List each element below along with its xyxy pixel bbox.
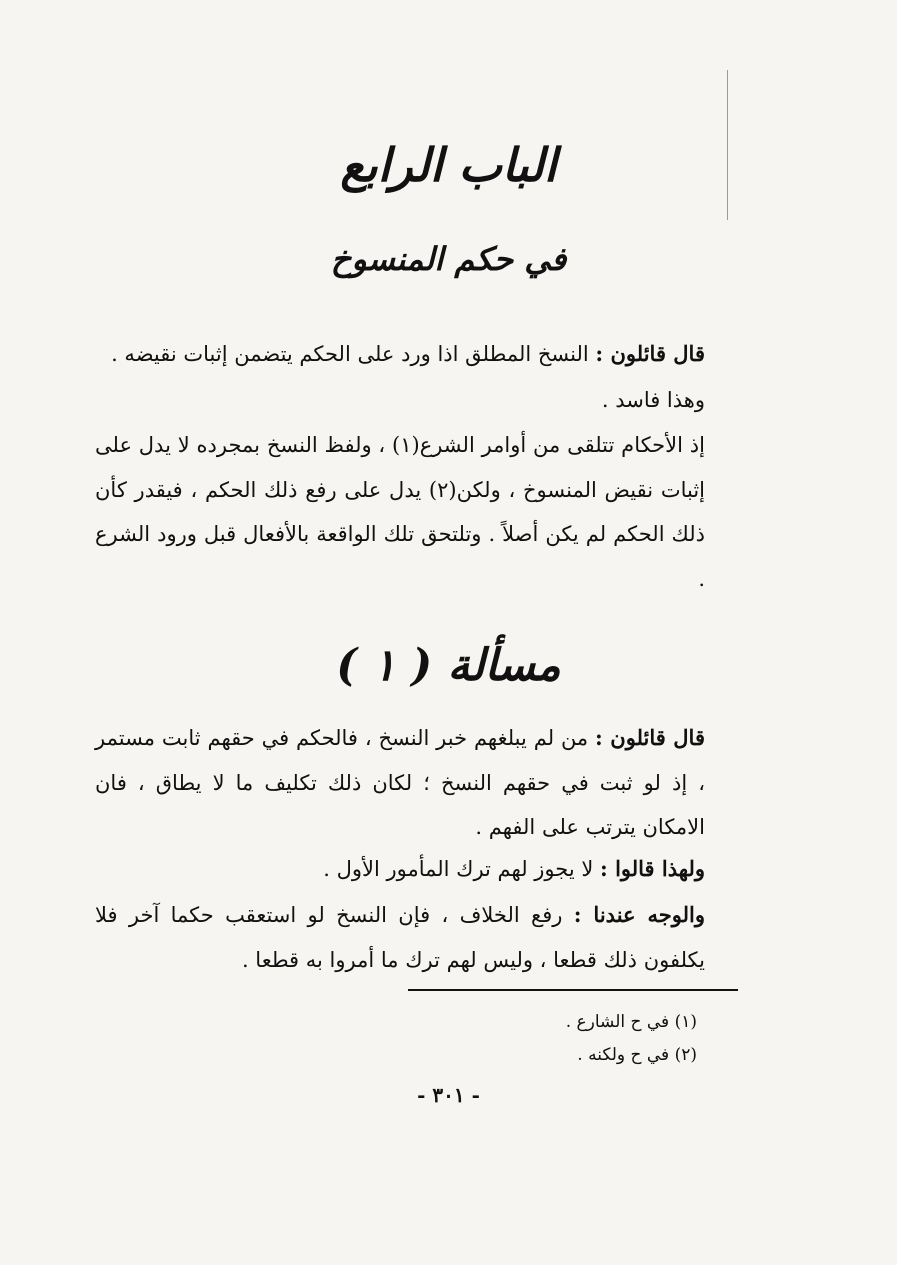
paragraph-opinion-1 xyxy=(95,332,705,377)
chapter-title: الباب الرابع xyxy=(340,138,557,192)
paragraph-lead: ولهذا قالوا : xyxy=(600,856,705,881)
paragraph-opinion-2 xyxy=(95,716,705,850)
paragraph-lead: قال قائلون : xyxy=(595,725,705,750)
footnote-1: (١) في ح الشارع . xyxy=(565,1012,697,1032)
paragraph-text: وهذا فاسد . xyxy=(601,388,705,412)
paragraph-rejection xyxy=(95,378,705,423)
paragraph-consequence xyxy=(95,847,705,892)
footnote-divider xyxy=(408,989,738,991)
paragraph-lead: والوجه عندنا : xyxy=(573,902,705,927)
paragraph-author-view xyxy=(95,893,705,982)
paragraph-text: من لم يبلغهم خبر النسخ ، فالحكم في حقهم ثابت مستمر ، إذ لو ثبت في حقهم النسخ ؛ لكان ذلك تكليف ما لا يطاق ، فان الامكان يترتب على الفهم . xyxy=(95,726,705,839)
footnote-2: (٢) في ح ولكنه . xyxy=(577,1045,697,1065)
chapter-subtitle: في حكم المنسوخ xyxy=(330,240,567,278)
paragraph-text: إذ الأحكام تتلقى من أوامر الشرع(١) ، ولفظ النسخ بمجرده لا يدل على إثبات نقيض المنسوخ ، ولكن(٢) يدل على رفع ذلك الحكم ، فيقدر كأن ذلك الحكم لم يكن أصلاً . وتلتحق تلك الواقعة بالأفعال قبل ورود الشرع . xyxy=(95,433,706,591)
footnotes xyxy=(397,1006,697,1072)
paragraph-text: رفع الخلاف ، فإن النسخ لو استعقب حكما آخر فلا يكلفون ذلك قطعا ، وليس لهم ترك ما أمروا به قطعا . xyxy=(95,903,705,972)
paragraph-text: النسخ المطلق اذا ورد على الحكم يتضمن إثبات نقيضه . xyxy=(111,342,596,366)
paragraph-text: لا يجوز لهم ترك المأمور الأول . xyxy=(323,857,601,881)
issue-heading: مسألة ( ١ ) xyxy=(336,640,561,691)
paragraph-argument xyxy=(95,423,705,601)
page-number: - ٣٠١ - xyxy=(417,1083,480,1107)
paragraph-lead: قال قائلون : xyxy=(595,341,705,366)
